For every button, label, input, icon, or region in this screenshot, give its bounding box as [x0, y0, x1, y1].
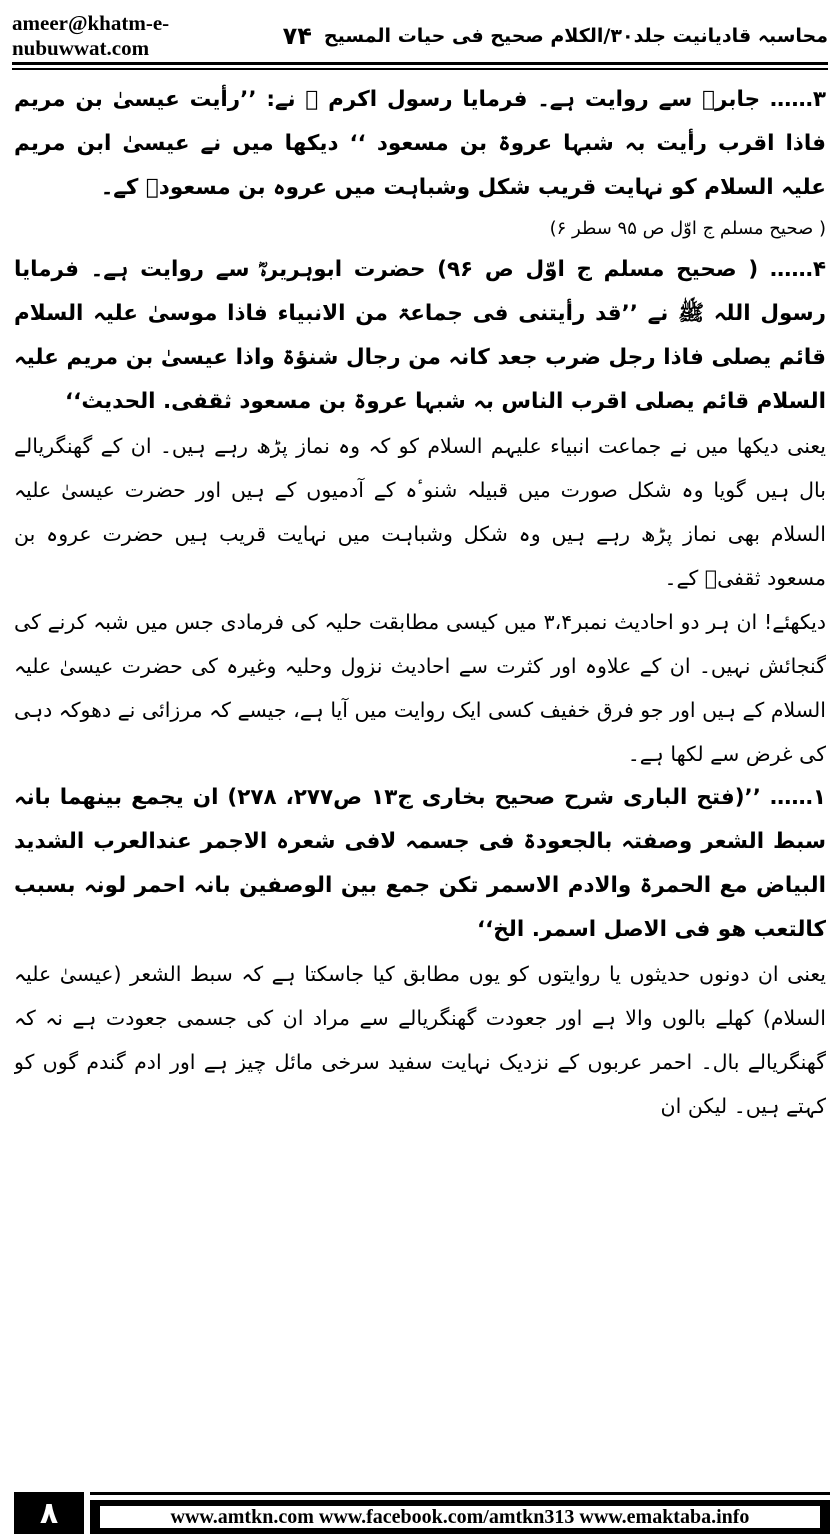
page-header [12, 11, 828, 60]
header-rule-thick [12, 62, 828, 65]
paragraph-explanation: یعنی ان دونوں حدیثوں یا روایتوں کو یوں مطابق کیا جاسکتا ہے کہ سبط الشعر (عیسیٰ علیہ السلام) کھلے بالوں والا ہے اور جعودت گھنگریالے سے مراد ان کی جسمی جعودت ہے نہ کہ گھنگریالے بال۔ احمر عربوں کے نزدیک نہایت سفید سرخی مائل چیز ہے اور ادم گندم گوں کو کہتے ہیں۔ لیکن ان [14, 962, 826, 1118]
footer-bar [90, 1500, 830, 1534]
footer-page-box: ۸ [14, 1492, 84, 1534]
paragraph-commentary: دیکھئے! ان ہر دو احادیث نمبر۳،۴ میں کیسی مطابقت حلیہ کی فرمادی جس میں شبہ کرنے کی گنجائش نہیں۔ ان کے علاوہ اور کثرت سے احادیث نزول وحلیہ وغیرہ کی حضرت عیسیٰ علیہ السلام کے ہیں اور جو فرق خفیف کسی ایک روایت میں آیا ہے، جیسے کہ مرزائی نے دھوکہ دہی کی غرض سے لکھا ہے۔ [14, 610, 826, 766]
paragraph-translation: یعنی دیکھا میں نے جماعت انبیاء علیہم السلام کو کہ وہ نماز پڑھ رہے ہیں۔ ان کے گھنگریالے بال ہیں گویا وہ شکل صورت میں قبیلہ شنوٴہ کے آدمیوں کے ہیں اور حضرت عیسیٰ علیہ السلام بھی نماز پڑھ رہے ہیں وہ شکل وشباہت میں نہایت قریب ہیں حضرت عروہ بن مسعود ثقفیؓ کے۔ [14, 434, 826, 590]
paragraph-fath-al-bari: ۱…… ’’(فتح الباری شرح صحیح بخاری ج۱۳ ص۲۷۷، ۲۷۸) ان یجمع بینھما بانہ سبط الشعر وصفتہ بالجعودۃ فی جسمہ لافی شعرہ الاجمر عندالعرب الشدید البیاض مع الحمرۃ والادم الاسمر تکن جمع بین الوصفین بانہ احمر لونہ بسبب کالتعب ھو فی الاصل اسمر. الخ‘‘ [14, 785, 826, 942]
reference-line: ( صحیح مسلم ج اوّل ص ۹۵ سطر ۶) [549, 218, 826, 239]
footer-links[interactable]: www.amtkn.com www.facebook.com/amtkn313 www.emaktaba.info [100, 1506, 820, 1528]
paragraph-hadith-4: ۴…… ( صحیح مسلم ج اوّل ص ۹۶) حضرت ابوہریرہؓ سے روایت ہے۔ فرمایا رسول اللہ ﷺ نے ’’قد رأیتنی فی جماعۃ من الانبیاء فاذا موسیٰ علیہ السلام قائم یصلی فاذا رجل ضرب جعد کانہ من رجال شنؤۃ واذا عیسیٰ بن مریم علیہ السلام قائم یصلی اقرب الناس بہ شبہا عروۃ بن مسعود ثقفی. الحدیث‘‘ [14, 257, 826, 414]
header-rule-thin [12, 68, 828, 70]
footer-rule [90, 1492, 830, 1495]
book-title: محاسبہ قادیانیت جلد۳۰/الکلام صحیح فی حیات المسیح [323, 25, 828, 47]
page-footer [0, 1484, 840, 1540]
header-email: ameer@khatm-e-nubuwwat.com [12, 11, 170, 60]
header-right [271, 22, 828, 50]
page-body [14, 78, 826, 1458]
paragraph-hadith-3: ۳…… جابرؓ سے روایت ہے۔ فرمایا رسول اکرم ﷺ نے: ’’رأیت عیسیٰ بن مریم فاذا اقرب رأیت بہ شبہا عروۃ بن مسعود ‘‘ دیکھا میں نے عیسیٰ ابن مریم علیہ السلام کو نہایت قریب شکل وشباہت میں عروہ بن مسعودؓ کے۔ [14, 87, 826, 200]
page-number: ۷۴ [282, 22, 312, 50]
